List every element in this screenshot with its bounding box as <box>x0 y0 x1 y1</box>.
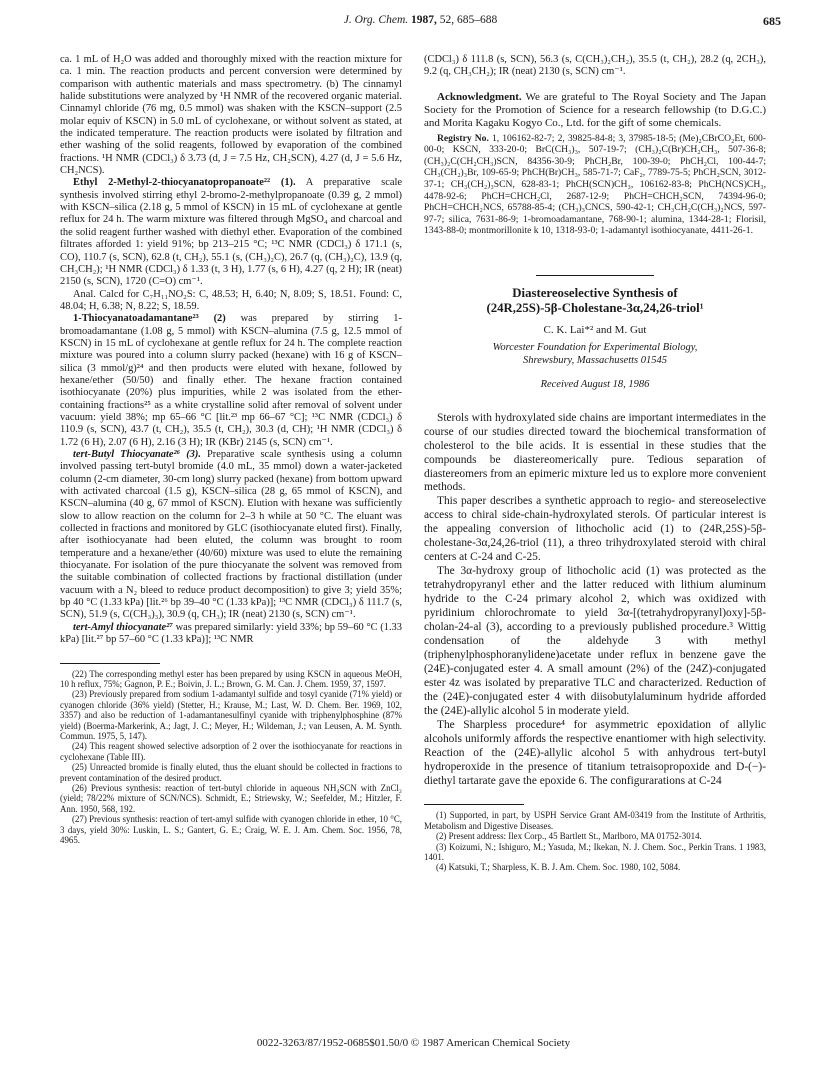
journal-name: J. Org. Chem. <box>343 14 409 26</box>
footnote: (23) Previously prepared from sodium 1-adamantyl sulfide and tosyl cyanide (71% yield) or cyanogen chloride (36% yield) (Stetter, H.; Krause, M.; Last, W. D. Chem. Ber. 1969, 102, 3357) and also be reduction of 1-adamantanesulfinyl cyanide with triphenylphosphine (87% yield) (Boerma-Markerink, A.; Jagt, J. C.; Meyer, H.; Wildeman, J.; van Leusen, A. M. Synth. Commun. 1975, 5, 147). <box>60 689 402 741</box>
footnote: (25) Unreacted bromide is finally eluted, thus the eluant should be collected in fractions to prevent contamination of the desired product. <box>60 762 402 783</box>
right-column <box>424 54 766 873</box>
running-header <box>60 14 781 34</box>
received-date: Received August 18, 1986 <box>540 379 650 391</box>
acknowledgment-heading: Acknowledgment. <box>437 90 522 103</box>
compound-heading: tert-Amyl thiocyanate²⁷ <box>73 621 173 633</box>
acknowledgment <box>424 91 766 130</box>
title-line: (24R,25S)-5β-Cholestane-3α,24,26-triol¹ <box>486 301 704 316</box>
footnote: (3) Koizumi, N.; Ishiguro, M.; Yasuda, M.; Ikekan, N. J. Chem. Soc., Perkin Trans. 1 1983, 1401. <box>424 841 766 863</box>
compound-heading: Ethyl 2-Methyl-2-thiocyanatopropanoate²² (1). <box>73 177 296 189</box>
article-authors: C. K. Lai*² and M. Gut <box>543 324 647 337</box>
paragraph-body: was prepared similarly: yield 33%; bp 59–60 °C (1.33 kPa) [lit.²⁷ bp 57–60 °C (1.33 kPa)]; ¹³C NMR <box>60 621 402 646</box>
compound-heading: tert-Butyl Thiocyanate²⁶ (3). <box>73 449 201 460</box>
paragraph: This paper describes a synthetic approach to regio- and stereoselective access to chiral side-chain-hydroxylated sterols. Of particular interest is the appealing conversion of lithocholic acid (1) to (24R,25S)-5β-cholestane-3α,24,26-triol (11), a threo trihydroxylated steroid with chiral centers at C-24 and C-25. <box>424 495 766 564</box>
footnote: (2) Present address: Ilex Corp., 45 Bartlett St., Marlboro, MA 01752-3014. <box>436 831 702 842</box>
paragraph: The 3α-hydroxy group of lithocholic acid (1) was protected as the tetrahydropyranyl ether and the latter reduced with lithium aluminum hydride to the C-24 primary alcohol 2, which was oxidized with pyridinium chlorochromate to yield 3α-[(tetrahydropyranyl)oxy]-5β-cholan-24-al (3), according to a previously published procedure.³ Wittig condensation of the aldehyde 3 with methyl (triphenylphosphoranylidene)acetate under reflux in benzene gave the (24E)-conjugated ester 4. A small amount (2%) of the (24Z)-conjugated ester 4z was isolated by preparative TLC and characterized. Reduction of the (24E)-conjugated ester 4 with diisobutylaluminum hydride afforded the (24E)-allylic alcohol 5 in moderate yield. <box>424 565 766 717</box>
affiliation <box>424 342 766 367</box>
footnote: (1) Supported, in part, by USPH Service Grant AM-03419 from the Institute of Arthritis, Metabolism and Digestive Diseases. <box>424 810 766 831</box>
paragraph-body: A preparative scale synthesis involved stirring ethyl 2-bromo-2-methylpropanoate (0.39 g, 2 mmol) with KSCN–silica (2.18 g, 5 mmol of KSCN) in 15 mL of cyclohexane at gentle reflux for 24 h. The warm mixture was filtered through MgSO₄ and charcoal and the solid reagent further washed with diethyl ether. Evaporation of the combined filtrates afforded 1: yield 91%; bp 213–215 °C; ¹³C NMR (CDCl₃) δ 171.1 (s, CO), 110.7 (s, SCN), 62.8 (t, CH₂), 55.1 (s, (CH₃)₂C), 26.7 (q, (CH₃)₂C), 13.9 (q, CH₃CH₂); ¹H NMR (CDCl₃) δ 1.33 (t, 3 H), 1.77 (s, 6 H), 4.27 (q, 2 H); IR (neat) 2150 (s, SCN), 1720 (C=O) cm⁻¹. <box>60 177 402 288</box>
registry-numbers <box>424 133 766 237</box>
paragraph <box>60 313 402 449</box>
registry-body: 1, 106162-82-7; 2, 39825-84-8; 3, 37985-18-5; (Me)₂CBrCO₂Et, 600-00-0; KSCN, 333-20-0; BrC(CH₃)₃, 507-19-7; (CH₃)₂C(Br)CH₂CH₃, 507-36-8; (CH₃)₂C(CH₂CH₃)SCN, 84356-30-9; PhCH₂Br, 100-39-0; PhCH₂Cl, 100-44-7; CH₃(CH₂)₃Br, 109-65-9; PhCH(Br)CH₃, 585-71-7; CaF₂, 7789-75-5; PhCH₂SCN, 3012-37-1; CH₃(CH₂)₃SCN, 628-83-1; PhCH(SCN)CH₃, 106162-83-8; PhCH(NCS)CH₃, 4478-92-6; PhCH=CHCH₂Cl, 2687-12-9; PhCH=CHCH₂SCN, 74394-96-0; PhCH=CHCH₂NCS, 65788-85-4; (CH₃)₃CNCS, 590-42-1; CH₃CH₂C(CH₃)₂NCS, 597-97-7; silica, 7631-86-9; 1-bromoadamantane, 768-90-1; alumina, 1344-28-1; Florisil, 1343-88-0; montmorillonite k 10, 1318-93-0; 1-adamantyl isothiocyanate, 4411-26-1. <box>424 132 767 237</box>
journal-volume-pages: 52, 685–688 <box>439 14 498 26</box>
footnote-divider <box>60 663 160 664</box>
page-number: 685 <box>763 14 781 28</box>
paragraph: The Sharpless procedure⁴ for asymmetric epoxidation of allylic alcohols uniformly affords the respective enantiomer with high selectivity. Reaction of the (24E)-allylic alcohol 5 with anhydrous tert-butyl hydroperoxide in the presence of titanium tetraisopropoxide and D-(−)-diethyl tartarate gave the epoxide 6. The configurarations at C-24 <box>424 718 766 787</box>
paragraph-body: Preparative scale synthesis using a column involved passing tert-butyl bromide (4.0 mL, 35 mmol) down a water-jacketed column (2-cm diameter, 30-cm long) slurry packed (hexane) from bottom upward with activated charcoal (1.5 g), KSCN–silica (28 g, 65 mmol of KSCN), and KSCN–alumina (40 g, 67 mmol of KSCN). Elution with hexane was sufficiently slow to allow reaction on the column for 2–3 h while at 50 °C. The eluant was collected in fractions and monitored by GLC (isothiocyanate eluted first). Finally, after isothiocyanate had been eluted, the column was brought to room temperature and a hexane/ether (40/60) mixture was used to elute the remaining thiocyanate. For isolation of the pure thiocyanate the solvent was removed from the suitable combination of collected fractions by fractional distillation (under vacuum with a N₂ bleed to reduce product decomposition) to give 3; yield 35%; bp 40 °C (1.33 kPa) [lit.²⁶ bp 39–40 °C (1.33 kPa)]; ¹³C NMR (CDCl₃) δ 111.7 (s, SCN), 51.9 (s, C(CH₃)₃), 30.9 (q, CH₃); IR (neat) 2130 (s, SCN) cm⁻¹. <box>60 449 403 621</box>
paragraph <box>60 177 402 288</box>
paragraph: Anal. Calcd for C₇H₁₁NO₂S: C, 48.53; H, 6.40; N, 8.09; S, 18.51. Found: C, 48.04; H, 6.38; N, 8.22; S, 18.59. <box>60 288 402 312</box>
copyright-footer: 0022-3263/87/1952-0685$01.50/0 © 1987 American Chemical Society <box>256 1037 571 1049</box>
footnote: (27) Previous synthesis: reaction of tert-amyl sulfide with cyanogen chloride in ether, 10 °C, 3 days, yield 30%: Luskin, L. S.; Gantert, G. E.; Craig, W. E. J. Am. Chem. Soc. 1956, 78, 4965. <box>60 814 402 845</box>
footnote: (4) Katsuki, T.; Sharpless, K. B. J. Am. Chem. Soc. 1980, 102, 5084. <box>436 862 681 873</box>
article-body <box>424 412 766 789</box>
compound-heading: 1-Thiocyanatoadamantane²³ (2) <box>73 313 226 325</box>
article-title <box>424 286 766 316</box>
paragraph: ca. 1 mL of H₂O was added and thoroughly mixed with the reaction mixture for ca. 1 min. The reaction products and percent conversion were determined by comparison with authentic materials and mass spectrometry. (b) The cinnamyl halide substitutions were analyzed by ¹H NMR of the recovered organic material. Cinnamyl chloride (76 mg, 0.5 mmol) was shaken with the KSCN–support (2.5 molar equiv of KSCN) in 5.0 mL of cyclohexane, or without solvent as stated, at the indicated temperature. The reaction products were isolated by filtration and ether washing of the solid reagents, followed by evaporation of the combined fractions. ¹H NMR (CDCl₃) δ 3.73 (d, J = 7.5 Hz, CH₂SCN), 4.27 (d, J = 5.6 Hz, CH₂NCS). <box>60 54 402 177</box>
footnote: (26) Previous synthesis: reaction of tert-butyl chloride in aqueous NH₄SCN with ZnCl₂ (yield; 78/22% mixture of SCN/NCS). Schmidt, E.; Striewsky, W.; Seefelder, M.; Hitzler, F. Ann. 1950, 568, 192. <box>60 782 402 814</box>
paragraph: (CDCl₃) δ 111.8 (s, SCN), 56.3 (s, C(CH₃)₂CH₂), 35.5 (t, CH₂), 28.2 (q, 2CH₃), 9.2 (q, CH₃CH₂); IR (neat) 2130 (s, SCN) cm⁻¹. <box>424 54 766 78</box>
paragraph-body: was prepared by stirring 1-bromoadamantane (1.08 g, 5 mmol) with KSCN–alumina (7.5 g, 12.5 mmol of KSCN) in 15 mL of cyclohexane at gentle reflux for 24 h. The complete reaction mixture was poured into a column slurry packed (hexane) with 16 g of KSCN–silica (3 mmol/g)²⁴ and then products were eluted with hexane, followed by hexane/ether (50/50) and finally ether. The hexane fraction contained isothiocyanate (20%) plus impurities, while 2 was isolated from the ether-containing fractions²⁵ as a white crystalline solid after removal of solvent under vacuum: yield 38%; mp 65–66 °C [lit.²³ mp 66–67 °C]; ¹³C NMR (CDCl₃) δ 110.9 (s, SCN), 43.7 (t, CH₂), 35.5 (t, CH₂), 30.3 (d, CH); ¹H NMR (CDCl₃) δ 1.72 (6 H), 2.07 (6 H), 2.16 (3 H); IR (KBr) 2145 (s, SCN) cm⁻¹. <box>60 313 403 448</box>
affiliation-line: Worcester Foundation for Experimental Biology, <box>492 342 698 354</box>
affiliation-line: Shrewsbury, Massachusetts 01545 <box>523 354 667 366</box>
acknowledgment-body: We are grateful to The Royal Society and The Japan Society for the Promotion of Science for a research fellowship (to D.G.C.) and Morita Kagaku Kogyo Co., Ltd. for the gift of some chemicals. <box>424 90 766 129</box>
registry-heading: Registry No. <box>437 132 489 144</box>
journal-citation <box>60 14 781 26</box>
article-divider <box>536 275 654 276</box>
footnote-divider <box>424 804 524 805</box>
footnote: (22) The corresponding methyl ester has been prepared by using KSCN in aqueous MeOH, 10 h reflux, 75%; Gagnon, P. E.; Boivin, J. L.; Brown, G. M. Can. J. Chem. 1959, 37, 1597. <box>60 668 402 689</box>
title-line: Diastereoselective Synthesis of <box>512 286 678 301</box>
journal-year: 1987, <box>411 14 437 26</box>
paragraph <box>60 449 402 622</box>
paragraph <box>60 622 402 647</box>
left-column <box>60 54 402 845</box>
footnote: (24) This reagent showed selective adsorption of 2 over the isothiocyanate for reactions in cyclohexane (Table III). <box>60 741 402 762</box>
paragraph: Sterols with hydroxylated side chains are important intermediates in the course of our studies directed toward the biochemical transformation of cholesterol to the bile acids. It is essential in these studies that the compounds be diastereomerically pure. Tedious separation of diastereomers from an epimeric mixture led us to explore more convenient methods. <box>424 411 766 494</box>
